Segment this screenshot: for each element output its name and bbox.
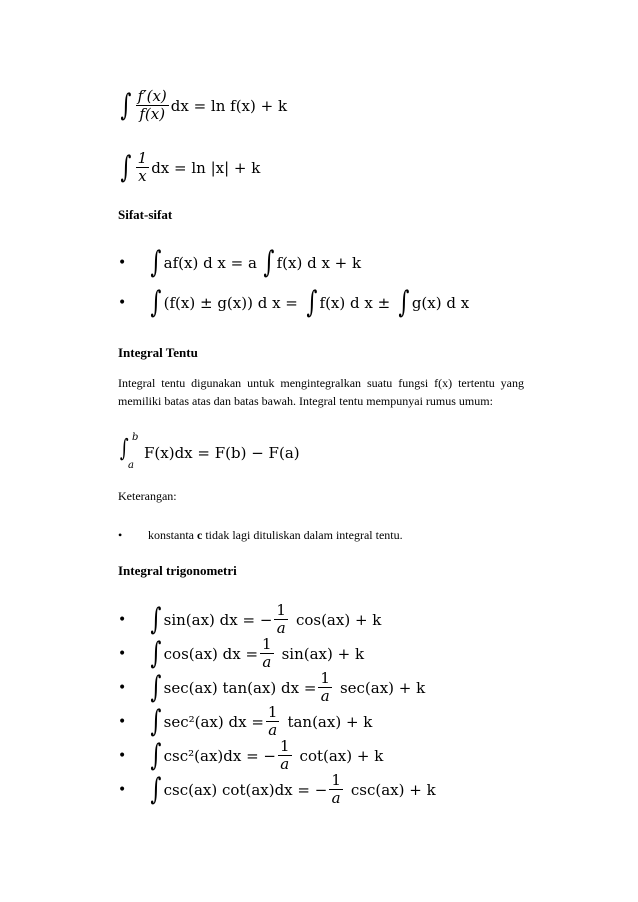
fraction <box>260 636 274 672</box>
fraction-numerator: 1 <box>280 737 290 755</box>
integral-sign: ∫ <box>150 669 162 705</box>
bullet: • <box>118 679 127 696</box>
fraction-denominator: a <box>280 755 290 774</box>
formula-tail: dx = ln |x| + k <box>151 158 261 177</box>
fraction-denominator: a <box>268 721 278 740</box>
fraction-numerator: 1 <box>262 635 272 653</box>
bullet: • <box>118 645 127 662</box>
formula-right: cos(ax) + k <box>295 610 382 629</box>
fraction-denominator: a <box>276 619 286 638</box>
formula-mid: f(x) d x ± <box>319 294 391 312</box>
integral-sign: ∫ <box>398 285 410 320</box>
integral-sign: ∫ <box>306 285 318 320</box>
tentu-paragraph: Integral tentu digunakan untuk mengintegralkan suatu fungsi f(x) tertentu yang memiliki batas atas dan batas bawah. Integral tentu mempunyai rumus umum: <box>118 376 524 408</box>
integral-sign: ∫ <box>150 771 162 807</box>
upper-limit: b <box>132 432 139 443</box>
bullet: • <box>118 528 123 542</box>
formula-left: cos(ax) dx = <box>163 644 259 663</box>
formula-right: csc(ax) + k <box>350 780 436 799</box>
formula-left: (f(x) ± g(x)) d x = <box>163 294 298 312</box>
bullet: • <box>118 713 127 730</box>
keterangan-label: Keterangan: <box>118 489 177 503</box>
property-sum-rule <box>118 285 470 320</box>
fraction-numerator: 1 <box>320 669 330 687</box>
fraction-denominator: a <box>320 687 330 706</box>
lower-limit: a <box>128 460 134 471</box>
bullet: • <box>118 747 127 764</box>
section-heading-trig: Integral trigonometri <box>118 563 237 578</box>
formula-left: sin(ax) dx = − <box>163 610 273 629</box>
section-heading-tentu: Integral Tentu <box>118 345 198 360</box>
formula-one-over-x <box>118 150 260 186</box>
trig-formula-sec-squared <box>118 704 372 740</box>
keterangan-post: tidak lagi dituliskan dalam integral tentu. <box>202 528 403 542</box>
trig-formula-sin <box>118 602 381 638</box>
fraction-denominator: x <box>138 167 147 186</box>
fraction-numerator: 1 <box>267 703 278 721</box>
fraction <box>274 602 288 638</box>
formula-right: sec(ax) + k <box>339 678 426 697</box>
formula-left: sec(ax) tan(ax) dx = <box>163 678 317 697</box>
keterangan-pre: konstanta <box>148 528 197 542</box>
trig-formula-sec-tan <box>118 670 425 706</box>
formula-body: F(x)dx = F(b) − F(a) <box>144 444 300 462</box>
formula-right: cot(ax) + k <box>299 746 384 765</box>
formula-left: sec²(ax) dx = <box>163 712 264 731</box>
formula-tail: dx = ln f(x) + k <box>170 96 288 115</box>
integral-sign: ∫ <box>120 87 132 123</box>
formula-right: f(x) d x + k <box>276 254 362 272</box>
fraction-numerator: 1 <box>331 771 341 789</box>
keterangan-item <box>118 526 403 544</box>
bullet: • <box>118 255 127 271</box>
trig-formula-csc-squared <box>118 738 383 774</box>
bullet: • <box>118 781 127 798</box>
formula-right: sin(ax) + k <box>281 644 365 663</box>
fraction-numerator: f′(x) <box>137 87 167 105</box>
integral-sign: ∫ <box>150 285 162 320</box>
fraction <box>136 88 169 124</box>
trig-formula-csc-cot <box>118 772 436 808</box>
integral-sign: ∫ <box>150 703 162 739</box>
property-constant-multiple <box>118 245 362 280</box>
keterangan-bold: c <box>197 528 203 542</box>
fraction-denominator: a <box>262 653 272 672</box>
integral-sign: ∫ <box>150 737 162 773</box>
formula-left: af(x) d x = a <box>163 254 257 272</box>
fraction <box>278 738 292 774</box>
trig-formula-cos <box>118 636 364 672</box>
formula-right: tan(ax) + k <box>287 712 373 731</box>
fraction-denominator: a <box>331 789 341 808</box>
fraction-numerator: 1 <box>276 601 286 619</box>
bullet: • <box>118 611 127 628</box>
integral-sign: ∫ <box>119 434 129 462</box>
fraction <box>329 772 343 808</box>
fraction <box>266 704 280 740</box>
integral-sign: ∫ <box>150 635 162 671</box>
integral-sign: ∫ <box>120 149 132 185</box>
formula-left: csc²(ax)dx = − <box>163 746 276 765</box>
bullet: • <box>118 295 127 311</box>
integral-sign: ∫ <box>150 245 162 280</box>
formula-log-derivative <box>118 88 287 124</box>
fraction-denominator: f(x) <box>139 105 166 124</box>
formula-definite-integral <box>118 432 358 472</box>
fraction <box>136 150 150 186</box>
fraction-numerator: 1 <box>137 149 148 167</box>
fraction <box>318 670 332 706</box>
formula-left: csc(ax) cot(ax)dx = − <box>163 780 328 799</box>
integral-sign: ∫ <box>263 245 275 280</box>
integral-sign: ∫ <box>150 601 162 637</box>
formula-right: g(x) d x <box>411 294 470 312</box>
section-heading-sifat: Sifat-sifat <box>118 207 173 222</box>
